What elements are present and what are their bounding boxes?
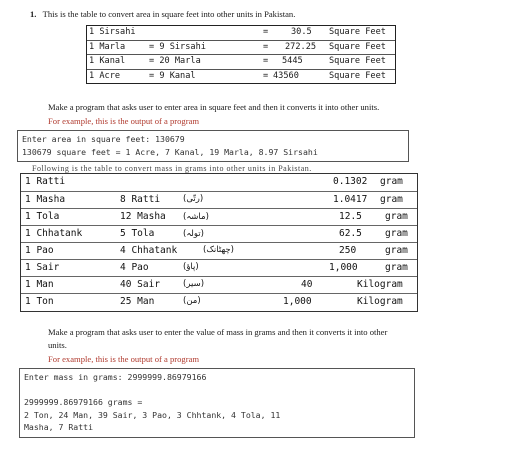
console-line: 130679 square feet = 1 Acre, 7 Kanal, 19 Marla, 8.97 Sirsahi <box>22 147 318 157</box>
unit-cell: 1 Marla <box>89 41 126 52</box>
value-cell: 43560 <box>273 70 299 81</box>
target-cell: gram <box>385 211 408 222</box>
value-cell: 272.25 <box>285 41 317 52</box>
value-cell: 1,000 <box>329 262 358 273</box>
target-cell: Square Feet <box>329 56 386 66</box>
target-cell: Square Feet <box>329 27 386 37</box>
urdu-name: (رتّی) <box>183 194 204 204</box>
value-cell: 62.5 <box>339 228 362 239</box>
table-row <box>21 225 417 243</box>
unit-cell: 1 Sirsahi <box>89 27 136 37</box>
table-row <box>87 69 395 84</box>
table-row <box>87 54 395 69</box>
equals-cell: = <box>263 56 269 66</box>
mid-cell: 12 Masha <box>120 211 166 222</box>
unit-cell: 1 Acre <box>89 70 121 81</box>
mid-cell: 40 Sair <box>120 279 161 290</box>
value-cell: 0.1302 <box>333 176 368 187</box>
table-row <box>21 191 417 209</box>
equals-cell: = <box>263 41 269 52</box>
value-cell: 5445 <box>282 56 303 66</box>
urdu-name: (تولہ) <box>183 229 204 239</box>
value-cell: 250 <box>339 245 357 256</box>
target-cell: Square Feet <box>329 70 386 81</box>
table-row <box>21 174 417 191</box>
unit-cell: 1 Pao <box>25 245 54 256</box>
equals-cell: = <box>263 27 269 37</box>
instruction-text: Make a program that asks user to enter area in square feet and then it converts it into other units. <box>48 102 380 112</box>
target-cell: Kilogram <box>357 296 403 307</box>
urdu-name: (چھٹانک) <box>203 245 234 255</box>
unit-cell: 1 Ratti <box>25 176 66 187</box>
urdu-name: (سیر) <box>183 279 205 289</box>
table-row <box>21 242 417 260</box>
unit-cell: 1 Sair <box>25 262 60 273</box>
area-conversion-table <box>86 25 396 84</box>
target-cell: gram <box>385 228 408 239</box>
target-cell: Square Feet <box>329 41 386 52</box>
mid-cell: = 9 Kanal <box>149 70 196 81</box>
console-line: 2 Ton, 24 Man, 39 Sair, 3 Pao, 3 Chhtank, 4 Tola, 11 <box>24 410 281 420</box>
mid-cell: = 9 Sirsahi <box>149 41 206 52</box>
value-cell: 40 <box>301 279 313 290</box>
console-line: Enter mass in grams: 2999999.86979166 <box>24 372 207 382</box>
mid-cell: 8 Ratti <box>120 194 161 205</box>
question-title: This is the table to convert area in square feet into other units in Pakistan. <box>42 9 296 19</box>
table-row <box>21 293 417 311</box>
target-cell: gram <box>385 262 408 273</box>
example-label: For example, this is the output of a program <box>48 354 200 364</box>
value-cell: 30.5 <box>291 27 312 37</box>
target-cell: gram <box>385 245 408 256</box>
mid-cell: 5 Tola <box>120 228 155 239</box>
unit-cell: 1 Kanal <box>89 56 126 66</box>
instruction-text: Make a program that asks user to enter the value of mass in grams and then it converts it into other <box>48 327 388 337</box>
console-line: Masha, 7 Ratti <box>24 422 94 432</box>
console-output-box <box>17 130 409 162</box>
question-1-heading <box>30 9 295 19</box>
console-line: 2999999.86979166 grams = <box>24 397 143 407</box>
mid-cell: = 20 Marla <box>149 56 201 66</box>
target-cell: gram <box>380 176 403 187</box>
target-cell: gram <box>380 194 403 205</box>
value-cell: 1,000 <box>283 296 312 307</box>
table-row <box>87 40 395 55</box>
cropped-heading-text: Following is the table to convert mass in grams into other units in Pakistan. <box>32 164 312 173</box>
unit-cell: 1 Man <box>25 279 54 290</box>
target-cell: Kilogram <box>357 279 403 290</box>
value-cell: 12.5 <box>339 211 362 222</box>
unit-cell: 1 Masha <box>25 194 66 205</box>
urdu-name: (ماشہ) <box>183 212 209 222</box>
mid-cell: 4 Chhatank <box>120 245 178 256</box>
mass-conversion-table <box>20 173 418 312</box>
table-row <box>21 276 417 294</box>
mid-cell: 25 Man <box>120 296 155 307</box>
equals-cell: = <box>263 70 269 81</box>
mid-cell: 4 Pao <box>120 262 149 273</box>
unit-cell: 1 Ton <box>25 296 54 307</box>
value-cell: 1.0417 <box>333 194 368 205</box>
example-label: For example, this is the output of a program <box>48 116 200 126</box>
urdu-name: (پاؤ) <box>183 262 199 272</box>
question-number: 1. <box>30 9 37 19</box>
console-output-box <box>19 385 415 438</box>
urdu-name: (من) <box>183 296 201 306</box>
table-row <box>21 259 417 277</box>
console-line: Enter area in square feet: 130679 <box>22 134 185 144</box>
unit-cell: 1 Tola <box>25 211 60 222</box>
table-row <box>87 26 395 40</box>
table-row <box>21 208 417 226</box>
unit-cell: 1 Chhatank <box>25 228 83 239</box>
instruction-text-continued: units. <box>48 340 67 350</box>
